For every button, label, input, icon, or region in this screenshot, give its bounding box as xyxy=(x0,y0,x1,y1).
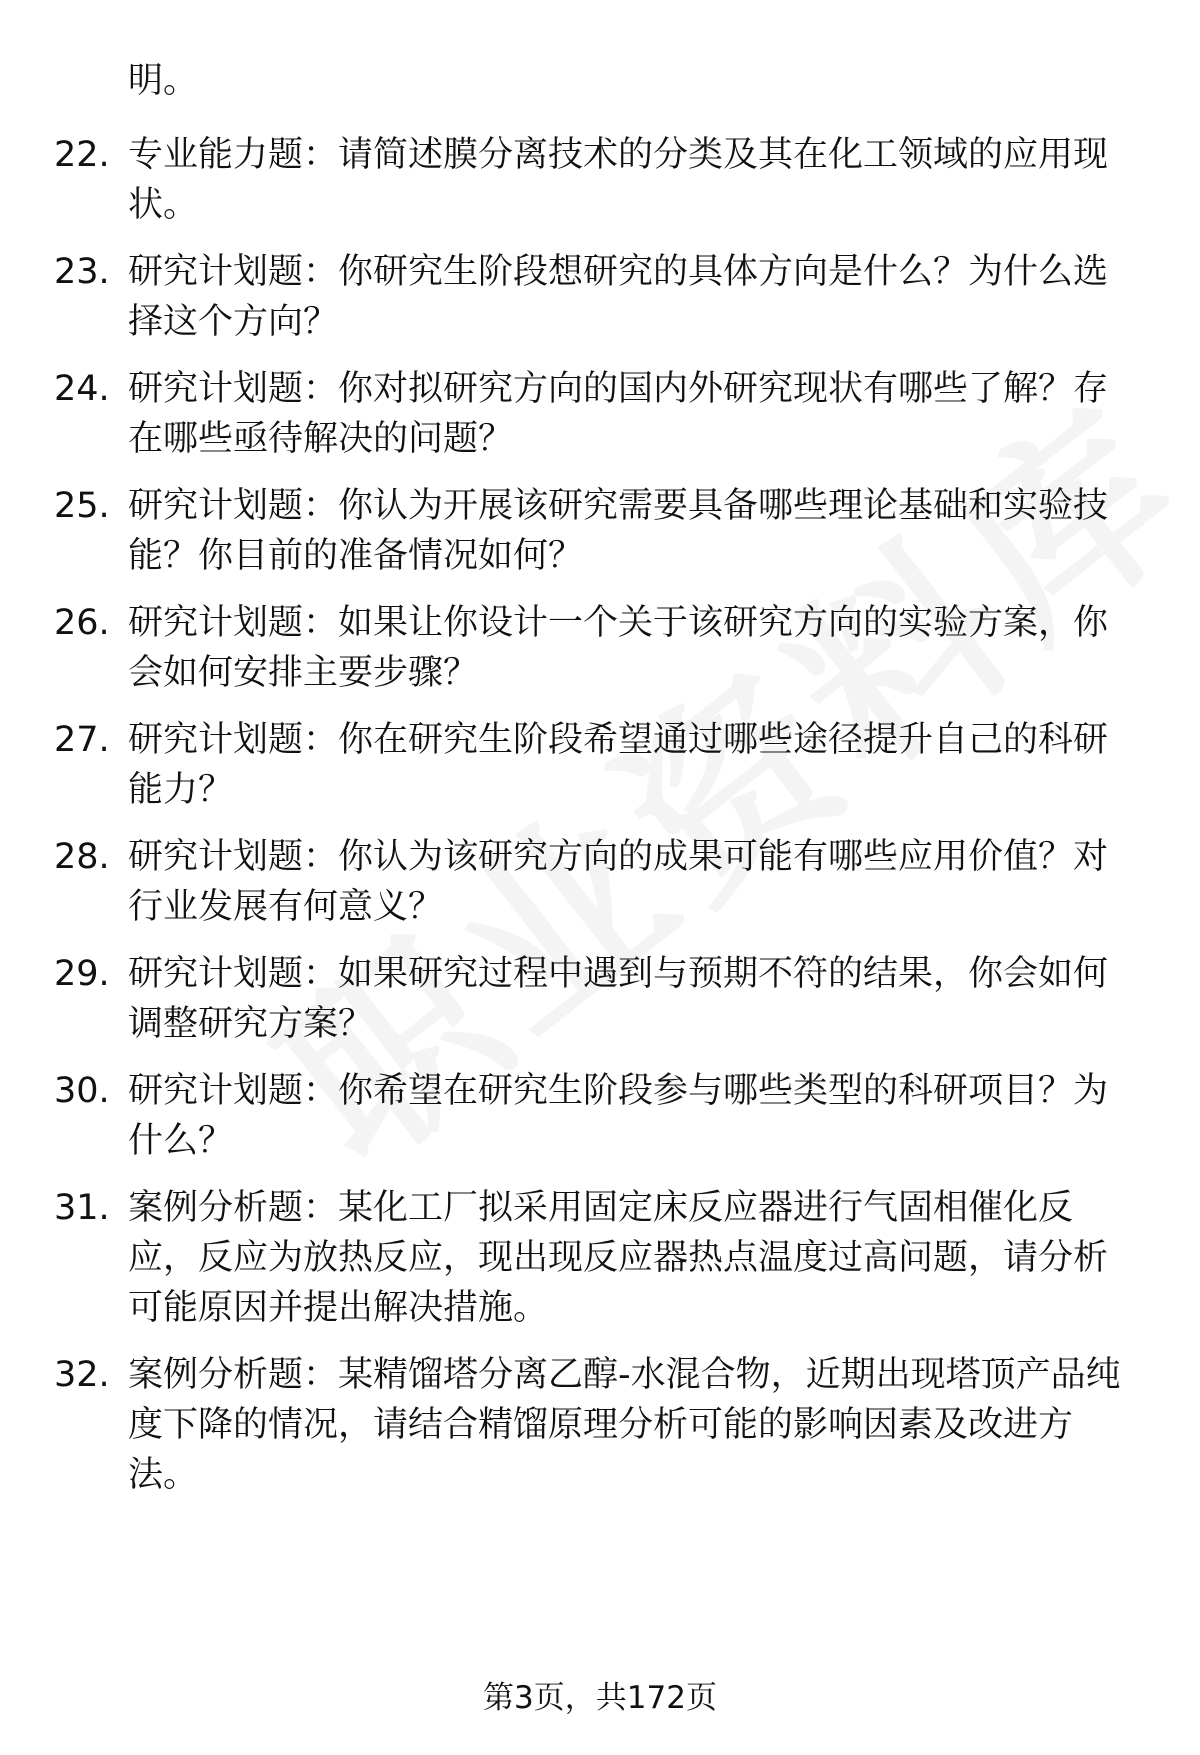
item-number: 26. xyxy=(54,603,110,643)
item-line: 法。 xyxy=(128,1455,199,1495)
item-number: 25. xyxy=(54,486,110,526)
item-line: 行业发展有何意义？ xyxy=(128,887,444,927)
item-line: 状。 xyxy=(128,185,199,225)
item-number: 32. xyxy=(54,1355,110,1395)
item-text xyxy=(128,832,1148,932)
item-number: 24. xyxy=(54,369,110,409)
item-text xyxy=(128,715,1148,815)
item-number: 23. xyxy=(54,252,110,292)
item-line: 择这个方向？ xyxy=(128,302,339,342)
item-line: 案例分析题：某化工厂拟采用固定床反应器进行气固相催化反 xyxy=(128,1188,1074,1228)
continuation-text: 明。 xyxy=(128,61,199,101)
item-number: 22. xyxy=(54,135,110,175)
item-line: 研究计划题：如果让你设计一个关于该研究方向的实验方案，你 xyxy=(128,603,1109,643)
page-number-footer: 第3页，共172页 xyxy=(483,1680,717,1716)
item-line: 度下降的情况，请结合精馏原理分析可能的影响因素及改进方 xyxy=(128,1405,1074,1445)
item-number: 31. xyxy=(54,1188,110,1228)
item-number: 29. xyxy=(54,954,110,994)
item-text xyxy=(128,1350,1148,1500)
item-line: 应，反应为放热反应，现出现反应器热点温度过高问题，请分析 xyxy=(128,1238,1109,1278)
item-line: 在哪些亟待解决的问题？ xyxy=(128,419,514,459)
item-number: 28. xyxy=(54,837,110,877)
item-line: 研究计划题：你认为该研究方向的成果可能有哪些应用价值？对 xyxy=(128,837,1109,877)
item-line: 专业能力题：请简述膜分离技术的分类及其在化工领域的应用现 xyxy=(128,135,1109,175)
item-text xyxy=(128,1183,1148,1333)
item-line: 研究计划题：你在研究生阶段希望通过哪些途径提升自己的科研 xyxy=(128,720,1109,760)
item-text xyxy=(128,1066,1148,1166)
item-text xyxy=(128,247,1148,347)
item-number: 27. xyxy=(54,720,110,760)
item-line: 能？你目前的准备情况如何？ xyxy=(128,536,584,576)
item-text xyxy=(128,364,1148,464)
item-number: 30. xyxy=(54,1071,110,1111)
item-line: 可能原因并提出解决措施。 xyxy=(128,1288,549,1328)
item-line: 研究计划题：如果研究过程中遇到与预期不符的结果，你会如何 xyxy=(128,954,1109,994)
item-text xyxy=(128,481,1148,581)
item-line: 研究计划题：你对拟研究方向的国内外研究现状有哪些了解？存 xyxy=(128,369,1109,409)
item-line: 调整研究方案？ xyxy=(128,1004,374,1044)
item-line: 会如何安排主要步骤？ xyxy=(128,653,479,693)
item-text xyxy=(128,598,1148,698)
item-line: 什么？ xyxy=(128,1121,234,1161)
item-line: 研究计划题：你认为开展该研究需要具备哪些理论基础和实验技 xyxy=(128,486,1109,526)
item-line: 能力？ xyxy=(128,770,234,810)
item-text xyxy=(128,130,1148,230)
item-line: 案例分析题：某精馏塔分离乙醇-水混合物，近期出现塔顶产品纯 xyxy=(128,1355,1121,1395)
item-text xyxy=(128,949,1148,1049)
item-line: 研究计划题：你希望在研究生阶段参与哪些类型的科研项目？为 xyxy=(128,1071,1109,1111)
item-line: 研究计划题：你研究生阶段想研究的具体方向是什么？为什么选 xyxy=(128,252,1109,292)
